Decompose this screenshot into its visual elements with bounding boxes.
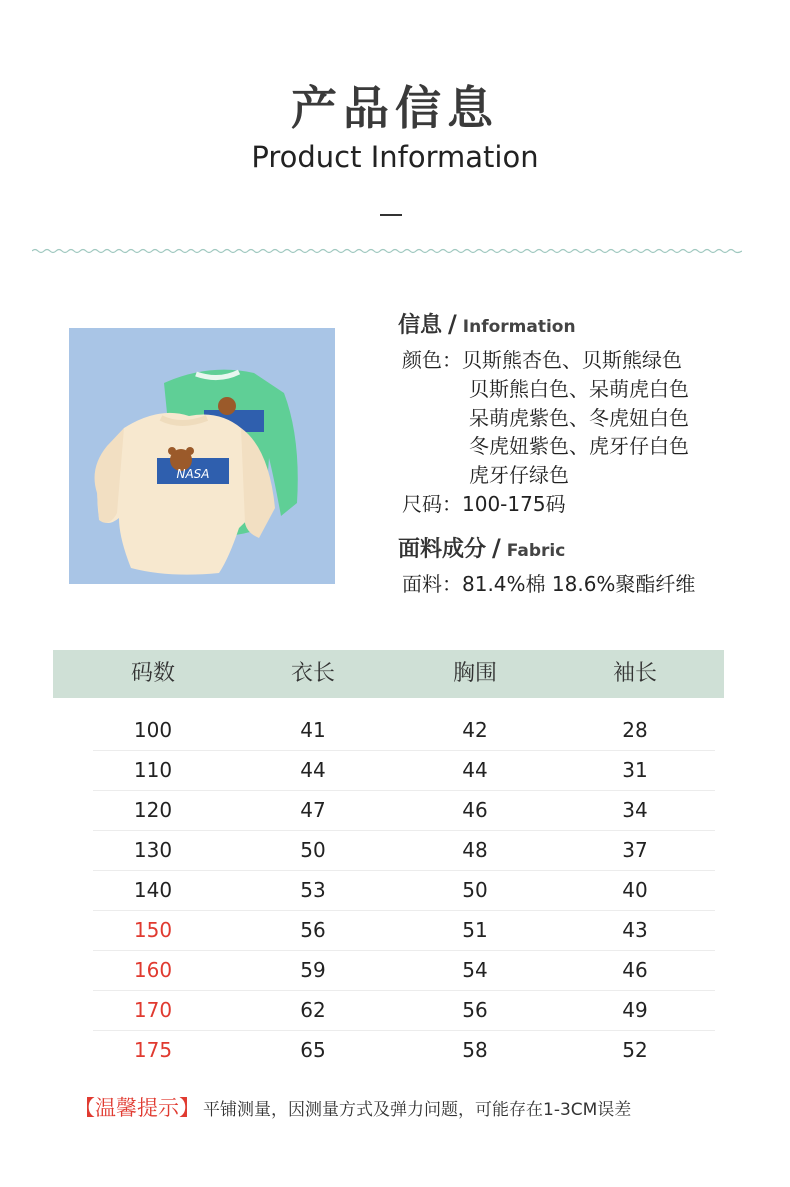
cell-size: 175 [133, 1038, 173, 1062]
info-heading-en: Information [462, 317, 576, 337]
cell-length: 47 [300, 798, 326, 822]
table-row [93, 750, 715, 791]
cell-chest: 48 [462, 838, 488, 862]
header-sleeve: 袖长 [612, 661, 657, 686]
header-length: 衣长 [290, 661, 335, 686]
fabric-composition [402, 570, 695, 598]
cell-length: 41 [300, 718, 326, 742]
color-row-1 [402, 346, 682, 374]
product-photo [69, 328, 335, 584]
cell-sleeve: 49 [622, 998, 648, 1022]
cell-sleeve: 37 [622, 838, 648, 862]
table-row [93, 790, 715, 831]
size-value: 100-175码 [462, 492, 566, 516]
cell-sleeve: 34 [622, 798, 648, 822]
table-row [93, 1030, 715, 1070]
nasa-text: NASA [176, 467, 210, 481]
cell-size: 120 [133, 798, 173, 822]
cell-length: 53 [300, 878, 326, 902]
fabric-value: 81.4%棉 18.6%聚酯纤维 [462, 572, 696, 596]
cell-size: 100 [133, 718, 173, 742]
cell-length: 62 [300, 998, 326, 1022]
measurement-tip [74, 1092, 631, 1122]
cell-size: 170 [133, 998, 173, 1022]
wavy-divider [32, 247, 742, 255]
cell-size: 150 [133, 918, 173, 942]
cell-length: 56 [300, 918, 326, 942]
cell-chest: 51 [462, 918, 488, 942]
color-line: 呆萌虎紫色、冬虎妞白色 [469, 406, 689, 430]
tip-tag: 【温馨提示】 [74, 1096, 200, 1120]
table-row [93, 870, 715, 911]
cell-chest: 54 [462, 958, 488, 982]
cell-chest: 46 [462, 798, 488, 822]
cell-chest: 56 [462, 998, 488, 1022]
sweatshirt-illustration [69, 328, 335, 584]
color-line: 贝斯熊杏色、贝斯熊绿色 [462, 348, 682, 372]
table-row [93, 830, 715, 871]
fabric-label: 面料： [402, 572, 462, 596]
cell-sleeve: 43 [622, 918, 648, 942]
table-row [93, 710, 715, 751]
info-heading [398, 308, 576, 339]
page-subtitle: Product Information [251, 140, 539, 174]
cell-sleeve: 52 [622, 1038, 648, 1062]
table-row [93, 950, 715, 991]
cell-length: 50 [300, 838, 326, 862]
cell-sleeve: 28 [622, 718, 648, 742]
heading-slash: / [448, 310, 457, 338]
size-range [402, 490, 566, 518]
color-label: 颜色： [402, 348, 462, 372]
color-line: 虎牙仔绿色 [469, 463, 569, 487]
table-row [93, 990, 715, 1031]
header-size: 码数 [130, 661, 175, 686]
cell-chest: 50 [462, 878, 488, 902]
tip-text: 平铺测量，因测量方式及弹力问题，可能存在1-3CM误差 [203, 1100, 632, 1120]
cell-chest: 44 [462, 758, 488, 782]
cell-sleeve: 31 [622, 758, 648, 782]
cell-sleeve: 46 [622, 958, 648, 982]
heading-slash: / [492, 534, 501, 562]
header-chest: 胸围 [452, 661, 497, 686]
cell-size: 110 [133, 758, 173, 782]
cell-size: 130 [133, 838, 173, 862]
info-heading-cn: 信息 [398, 313, 443, 338]
fabric-heading [398, 532, 565, 563]
table-header [53, 650, 724, 698]
fabric-heading-cn: 面料成分 [398, 537, 487, 562]
fabric-heading-en: Fabric [506, 541, 566, 561]
cell-size: 160 [133, 958, 173, 982]
cell-length: 65 [300, 1038, 326, 1062]
color-line: 贝斯熊白色、呆萌虎白色 [469, 377, 689, 401]
cell-size: 140 [133, 878, 173, 902]
cell-length: 44 [300, 758, 326, 782]
cell-sleeve: 40 [622, 878, 648, 902]
cell-length: 59 [300, 958, 326, 982]
table-row [93, 910, 715, 951]
page-title: 产品信息 [291, 81, 499, 135]
color-line: 冬虎妞紫色、虎牙仔白色 [469, 434, 689, 458]
cell-chest: 42 [462, 718, 488, 742]
size-label: 尺码： [402, 492, 462, 516]
cell-chest: 58 [462, 1038, 488, 1062]
title-divider [380, 214, 402, 216]
